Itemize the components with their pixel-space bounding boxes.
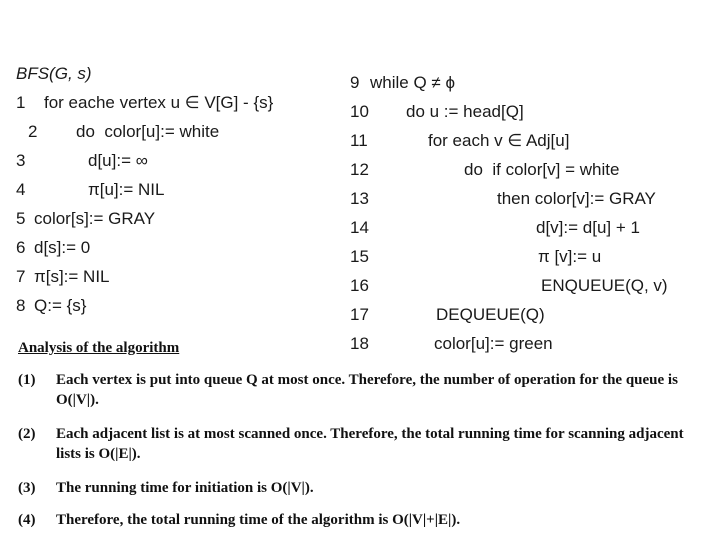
code-line: d[u]:= ∞ xyxy=(88,151,148,170)
analysis-heading: Analysis of the algorithm xyxy=(18,340,180,356)
item-tag: (2) xyxy=(18,426,36,442)
line-number: 16 xyxy=(350,276,369,295)
code-line: do if color[v] = white xyxy=(464,160,620,179)
code-line: DEQUEUE(Q) xyxy=(436,305,545,324)
line-number: 7 xyxy=(16,267,26,286)
item-text: The running time for initiation is O(|V|). xyxy=(56,480,314,496)
code-line: d[v]:= d[u] + 1 xyxy=(536,218,640,237)
code-line: ENQUEUE(Q, v) xyxy=(541,276,668,295)
item-tag: (3) xyxy=(18,480,36,496)
line-number: 6 xyxy=(16,238,26,257)
line-number: 18 xyxy=(350,334,369,353)
line-number: 4 xyxy=(16,180,26,199)
line-number: 13 xyxy=(350,189,369,208)
line-number: 9 xyxy=(350,73,360,92)
line-number: 5 xyxy=(16,209,26,228)
code-line: then color[v]:= GRAY xyxy=(497,189,656,208)
code-line: do color[u]:= white xyxy=(76,122,220,141)
algorithm-title: BFS(G, s) xyxy=(16,64,92,83)
code-line: d[s]:= 0 xyxy=(34,238,91,257)
line-number: 15 xyxy=(350,247,369,266)
code-line: π[u]:= NIL xyxy=(88,180,165,199)
item-text: Therefore, the total running time of the algorithm is O(|V|+|E|). xyxy=(56,512,461,528)
line-number: 11 xyxy=(350,131,368,150)
code-line: π[s]:= NIL xyxy=(34,267,110,286)
line-number: 8 xyxy=(16,296,26,315)
line-number: 17 xyxy=(350,305,369,324)
code-line: do u := head[Q] xyxy=(406,102,524,121)
code-line: for eache vertex u ∈ V[G] - {s} xyxy=(44,93,274,112)
line-number: 10 xyxy=(350,102,369,121)
code-line: color[u]:= green xyxy=(434,334,553,353)
line-number: 3 xyxy=(16,151,26,170)
item-text: Each adjacent list is at most scanned once. Therefore, the total running time for scanning adjacent lists is O(|E|). xyxy=(56,426,684,462)
line-number: 1 xyxy=(16,93,26,112)
item-tag: (4) xyxy=(18,512,36,528)
code-line: π [v]:= u xyxy=(538,247,602,266)
code-line: for each v ∈ Adj[u] xyxy=(428,131,570,150)
line-number: 14 xyxy=(350,218,369,237)
item-tag: (1) xyxy=(18,372,36,388)
code-line: color[s]:= GRAY xyxy=(34,209,156,228)
code-line: Q:= {s} xyxy=(34,296,87,315)
code-line: while Q ≠ ϕ xyxy=(370,73,455,92)
line-number: 12 xyxy=(350,160,369,179)
line-number: 2 xyxy=(28,122,38,141)
item-text: Each vertex is put into queue Q at most once. Therefore, the number of operation for the queue is O(|V|). xyxy=(56,372,678,408)
